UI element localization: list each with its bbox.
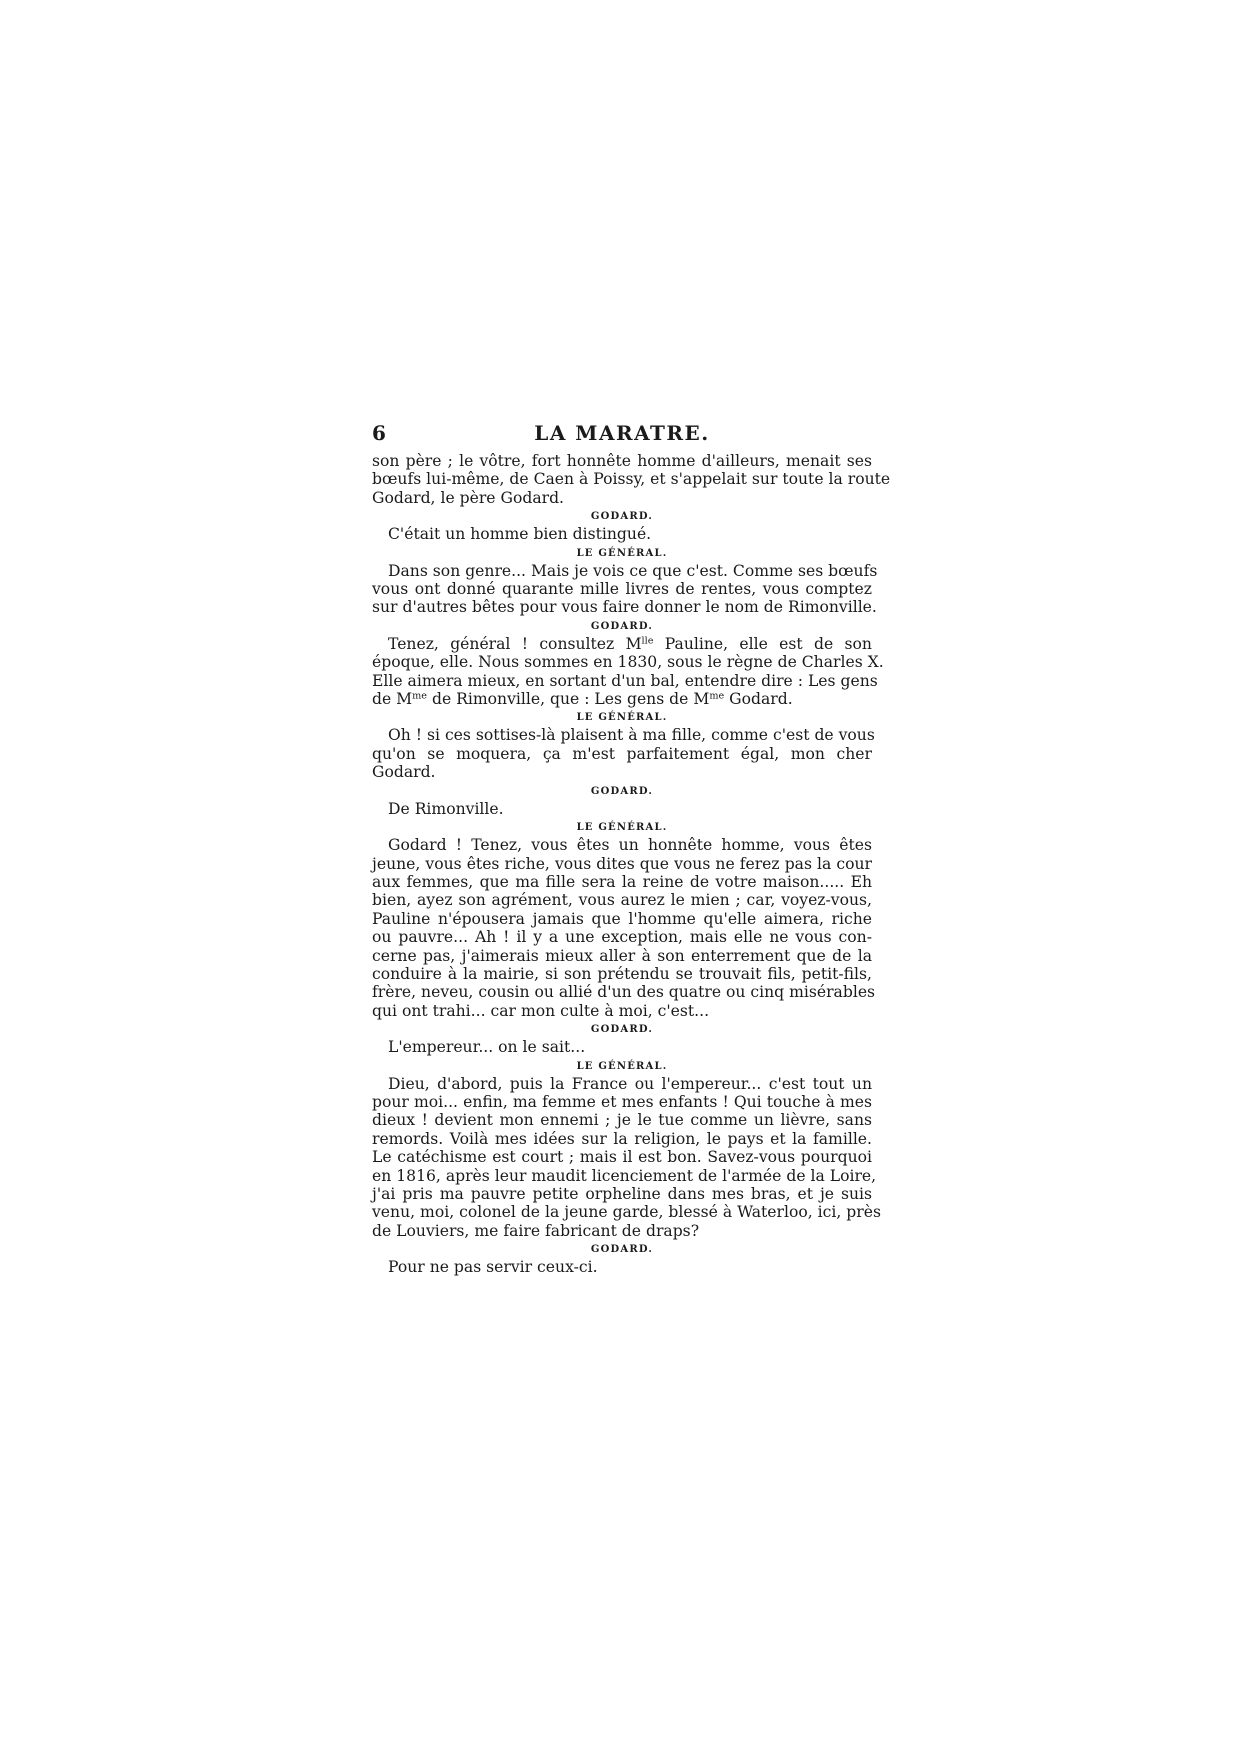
text-line: Oh ! si ces sottises-là plaisent à ma fille, comme c'est de vous [388,726,875,745]
text-line: L'empereur... on le sait... [388,1038,586,1057]
text-line: Godard. [372,763,436,782]
text-line: bœufs lui-même, de Caen à Poissy, et s'appelait sur toute la route [372,470,891,489]
text-fragment: Godard. [724,690,793,709]
speech [372,800,872,818]
text-line [372,635,872,653]
text-line: Godard ! Tenez, vous êtes un honnête homme, vous êtes [388,836,872,855]
superscript: lle [641,635,654,647]
text-fragment: Pauline, elle est de son [653,634,872,653]
book-title: LA MARATRE. [534,421,710,445]
speaker-name: LE GÉNÉRAL. [576,1060,668,1072]
text-line: C'était un homme bien distingué. [388,525,652,544]
speaker-name: GODARD. [590,785,654,797]
text-line [372,690,872,708]
text-line: j'ai pris ma pauvre petite orpheline dans mes bras, et je suis [372,1185,872,1203]
text-line: Dans son genre... Mais je vois ce que c'est. Comme ses bœufs [388,561,878,580]
text-line: de Louviers, me faire fabricant de draps? [372,1221,700,1240]
text-line: remords. Voilà mes idées sur la religion, le pays et la famille. [372,1129,872,1148]
text-line: pour moi... enfin, ma femme et mes enfants ! Qui touche à mes [372,1092,872,1111]
text-line: jeune, vous êtes riche, vous dites que vous ne ferez pas la cour [372,854,872,873]
text-line: Pour ne pas servir ceux-ci. [388,1258,598,1277]
text-line: conduire à la mairie, si son prétendu se trouvait fils, petit-fils, [372,964,872,983]
text-line: en 1816, après leur maudit licenciement de l'armée de la Loire, [372,1166,877,1185]
book-page [372,420,891,1277]
text-fragment: de M [372,690,413,709]
page-number: 6 [372,421,386,445]
text-line: Le catéchisme est court ; mais il est bon. Savez-vous pourquoi [372,1148,872,1167]
text-line: cerne pas, j'aimerais mieux aller à son enterrement que de la [372,946,872,965]
dialogue-text [372,452,891,1277]
text-line: ou pauvre... Ah ! il y a une exception, mais elle ne vous con- [372,928,872,947]
running-head [372,420,872,446]
text-line: qu'on se moquera, ça m'est parfaitement égal, mon cher [372,744,872,763]
text-line: bien, ayez son agrément, vous aurez le mien ; car, voyez-vous, [372,891,872,910]
text-line: Pauline n'épousera jamais que l'homme qu'elle aimera, riche [372,909,872,928]
speech [372,1074,881,1241]
text-line: qui ont trahi... car mon culte à moi, c'est... [372,1001,710,1020]
text-line: son père ; le vôtre, fort honnête homme d'ailleurs, menait ses [372,452,872,470]
text-line: Elle aimera mieux, en sortant d'un bal, entendre dire : Les gens [372,671,878,690]
text-line: De Rimonville. [388,799,504,818]
speech [372,634,884,709]
speaker-name: GODARD. [590,1244,654,1256]
text-line: dieux ! devient mon ennemi ; je le tue comme un lièvre, sans [372,1111,872,1130]
text-fragment: Tenez, général ! consultez M [388,634,642,653]
speaker-name: GODARD. [590,511,654,523]
text-line: vous ont donné quarante mille livres de rentes, vous comptez [372,580,872,599]
speaker-name: GODARD. [590,1024,654,1036]
speech [372,726,875,782]
speech [372,525,872,543]
text-line: époque, elle. Nous sommes en 1830, sous le règne de Charles X. [372,653,884,672]
text-line: aux femmes, que ma fille sera la reine de votre maison..... Eh [372,872,872,891]
speech [372,1038,872,1056]
speaker-name: LE GÉNÉRAL. [576,712,668,724]
speaker-name: LE GÉNÉRAL. [576,822,668,834]
superscript: me [412,690,428,702]
speaker-name: GODARD. [590,620,654,632]
superscript: me [709,690,725,702]
speech-continuation [372,452,891,507]
text-line: venu, moi, colonel de la jeune garde, blessé à Waterloo, ici, près [372,1203,881,1222]
text-fragment: de Rimonville, que : Les gens de M [427,690,710,709]
speech [372,1258,872,1276]
text-line: Dieu, d'abord, puis la France ou l'empereur... c'est tout un [388,1074,872,1093]
text-line: sur d'autres bêtes pour vous faire donner le nom de Rimonville. [372,598,877,617]
speech [372,836,876,1020]
text-line: Godard, le père Godard. [372,488,565,507]
text-line: frère, neveu, cousin ou allié d'un des quatre ou cinq misérables [372,983,876,1002]
speech [372,561,878,617]
speaker-name: LE GÉNÉRAL. [576,547,668,559]
